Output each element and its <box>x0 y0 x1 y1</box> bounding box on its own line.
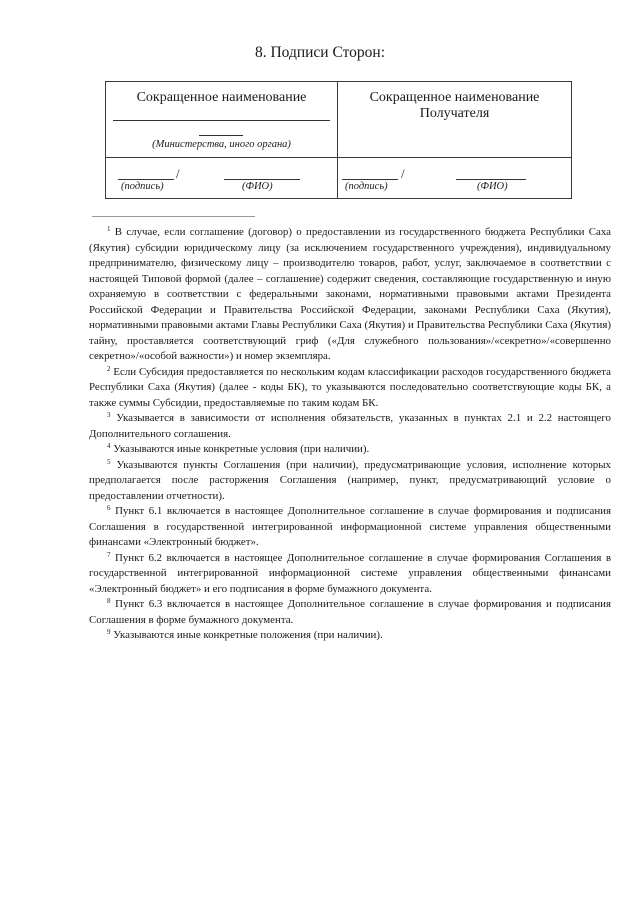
left-fio-caption: (ФИО) <box>242 181 273 192</box>
footnote-text: Пункт 6.1 включается в настоящее Дополнительное соглашение в случае формирования и подписания Соглашения в государственной интегрированной информационной системе управления общественными финансами «Электронный бюджет». <box>89 505 611 548</box>
footnote-number: 3 <box>107 411 111 419</box>
footnote <box>89 225 611 365</box>
ministry-caption: (Министерства, иного органа) <box>152 139 291 150</box>
footnotes <box>89 225 611 644</box>
right-party-title-line1: Сокращенное наименование <box>369 90 540 105</box>
left-fio-line[interactable] <box>224 179 300 180</box>
footnote-text: Пункт 6.2 включается в настоящее Дополнительное соглашение в случае формирования Соглашения в государственной интегрированной информационной системе управления общественными финансами «Электронный бюджет» и его подписания в форме бумажного документа. <box>89 551 611 595</box>
footnote-text: Указываются пункты Соглашения (при наличии), предусматривающие условия, исполнение которых предполагается после расторжения Соглашения (например, пункт, предусматривающий условие о предоставлении отчетности). <box>89 458 611 502</box>
left-signature-caption: (подпись) <box>121 181 164 192</box>
footnote-text: В случае, если соглашение (договор) о предоставлении из государственного бюджета Республики Саха (Якутия) субсидии юридическому лицу (за исключением государственного учреждения), индивидуальному предпринимателю, физическому лицу – производителю товаров, работ, услуг, заключаемое в соответствии с настоящей Типовой формой (далее – соглашение) содержит сведения, составляющие государственную и иную охраняемую в соответствии с федеральными законами, нормативными правовыми актами Президента Российской Федерации и Правительства Российской Федерации, законами Республики Саха (Якутия), нормативными правовыми актами Главы Республики Саха (Якутия) и Правительства Республики Саха (Якутия) тайну, проставляется соответствующий гриф («Для служебного пользования»/«секретно»/«совершенно секретно»/«особой важности») и номер экземпляра. <box>89 226 611 362</box>
right-party-title-line2: Получателя <box>419 106 490 121</box>
footnote <box>89 411 611 442</box>
footnote-number: 4 <box>107 442 111 450</box>
footnote <box>89 458 611 505</box>
footnote <box>89 628 611 644</box>
left-name-line <box>113 120 330 121</box>
right-fio-line[interactable] <box>456 179 526 180</box>
left-name-short-line <box>199 135 243 136</box>
signature-table <box>105 81 572 199</box>
right-fio-caption: (ФИО) <box>477 181 508 192</box>
footnote-separator <box>92 216 255 217</box>
section-heading: 8. Подписи Сторон: <box>254 44 386 61</box>
left-party-title: Сокращенное наименование <box>136 90 307 105</box>
right-signature-line[interactable] <box>342 179 398 180</box>
footnote-number: 5 <box>107 457 111 466</box>
footnote-text: Указывается в зависимости от исполнения обязательств, указанных в пунктах 2.1 и 2.2 настоящего Дополнительного соглашения. <box>89 412 611 440</box>
left-signature-line[interactable] <box>118 179 174 180</box>
footnote-text: Указываются иные конкретные положения (при наличии). <box>113 629 383 641</box>
footnote-text: Если Субсидия предоставляется по нескольким кодам классификации расходов государственного бюджета Республики Саха (Якутия) (далее - коды БК), то указываются последовательно соответствующие коды БК, а также суммы Субсидии, предоставляемые по таким кодам БК. <box>89 365 611 409</box>
footnote-number: 7 <box>107 550 111 559</box>
left-slash: / <box>176 166 180 181</box>
footnote <box>89 551 611 598</box>
footnote <box>89 597 611 628</box>
right-slash: / <box>401 166 405 181</box>
footnote-text: Указываются иные конкретные условия (при наличии). <box>113 443 370 455</box>
right-signature-caption: (подпись) <box>345 181 388 192</box>
footnote <box>89 442 611 458</box>
footnote-number: 8 <box>107 597 111 605</box>
footnote-number: 2 <box>107 364 111 373</box>
footnote <box>89 365 611 412</box>
footnote-text: Пункт 6.3 включается в настоящее Дополнительное соглашение в случае формирования и подписания Соглашения в форме бумажного документа. <box>89 598 611 626</box>
row-divider <box>106 157 571 158</box>
footnote <box>89 504 611 551</box>
footnote-number: 9 <box>107 628 111 636</box>
footnote-number: 1 <box>107 225 111 233</box>
footnote-number: 6 <box>107 504 111 512</box>
